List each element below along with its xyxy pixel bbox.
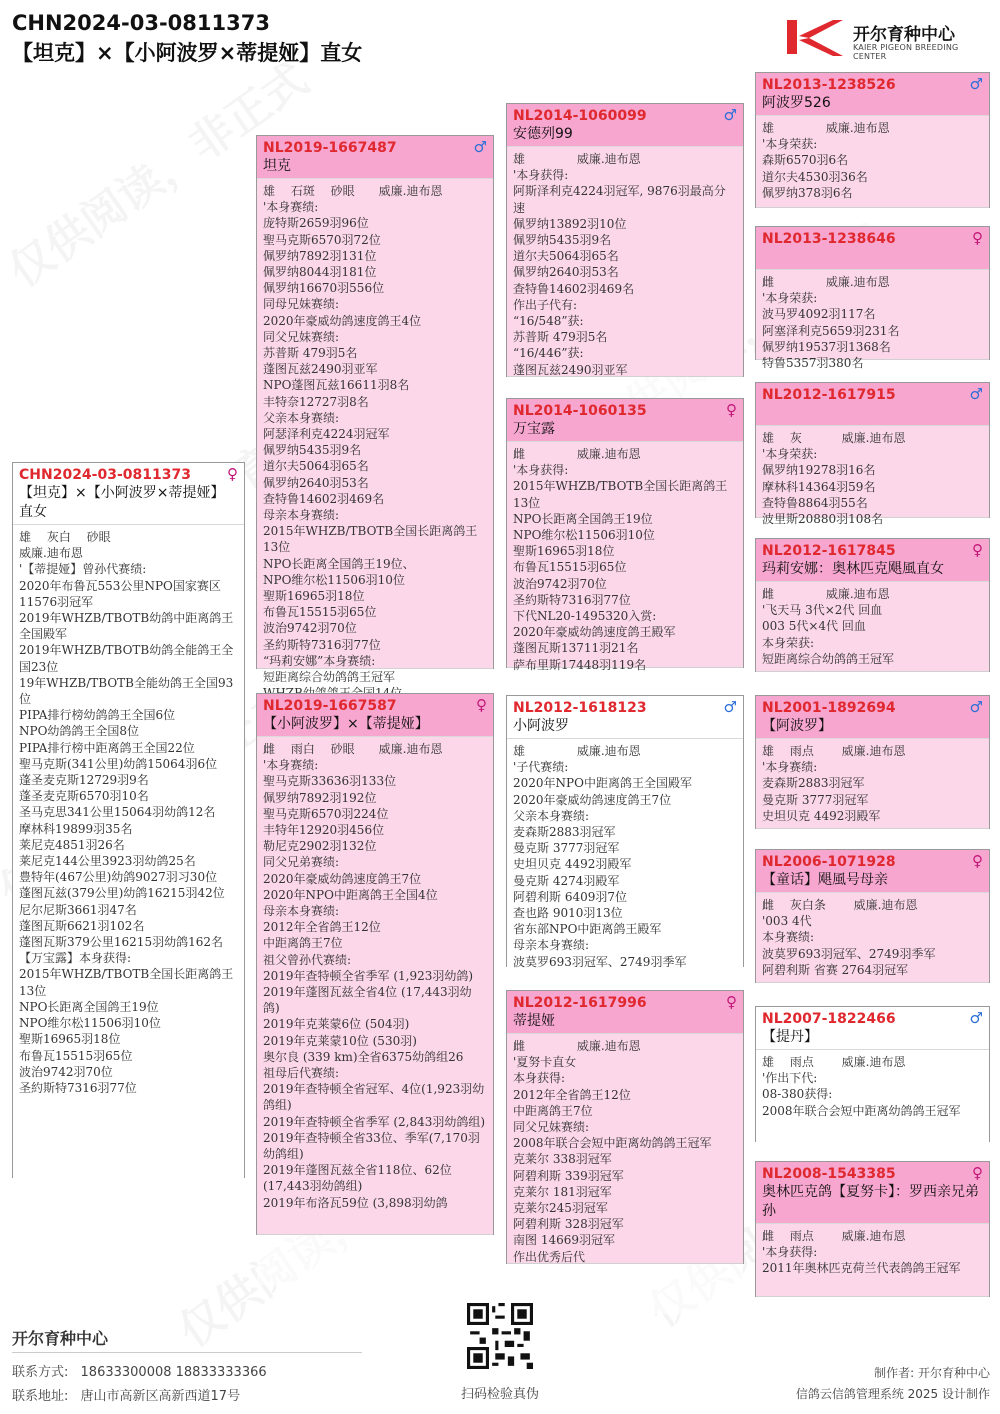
pedigree-line: '本身赛绩: <box>263 200 319 215</box>
card-body <box>507 738 743 1017</box>
pedigree-line: 2020年NPO中距离鸽王全国4位 <box>263 887 438 902</box>
pedigree-line: 勒尼克2902羽132位 <box>263 839 377 854</box>
pedigree-line: 短距离综合幼鸽鸽王冠军 <box>762 651 895 666</box>
ring-number[interactable]: NL2001-1892694 <box>762 700 896 716</box>
pedigree-line: '飞天马 3代×2代 回血 <box>762 603 883 618</box>
pedigree-line: 蓬图瓦斯379公里16215羽幼鸽162名 <box>19 935 223 950</box>
card-header <box>507 399 743 441</box>
pedigree-line: NPO维尔松11506羽10位 <box>513 528 655 543</box>
pedigree-line: 蓬图瓦斯6621羽102名 <box>19 918 145 933</box>
pedigree-line: 道尔夫5064羽65名 <box>263 459 369 474</box>
pedigree-line: 聖马克斯33636羽133位 <box>263 774 397 789</box>
pedigree-line: 母亲本身赛绩: <box>513 938 590 953</box>
female-icon: ♀ <box>726 993 737 1011</box>
pedigree-line: 布鲁瓦15515羽65位 <box>513 560 627 575</box>
pedigree-line: 母亲本身赛绩: <box>263 904 340 919</box>
card-body <box>507 146 743 427</box>
pedigree-card-dam-dam[interactable] <box>506 990 744 1264</box>
bird-name: 小阿波罗 <box>513 718 569 734</box>
pedigree-line: 佩罗纳7892羽131位 <box>263 248 377 263</box>
bird-name: 蒂提娅 <box>513 1013 555 1029</box>
pedigree-line: 短距离综合幼鸽鸽王冠军 <box>263 670 396 685</box>
pedigree-line: 雌 威廉.迪布恩 <box>513 447 641 461</box>
card-header <box>756 539 989 581</box>
pedigree-line: 查特鲁14602羽469名 <box>263 491 385 506</box>
pedigree-line: 莱尼克4851羽26名 <box>19 837 125 852</box>
logo-name: 开尔育种中心 <box>853 25 955 45</box>
pedigree-card-ssd[interactable] <box>755 226 990 371</box>
footer-system: 信鸽云信鸽管理系统 2025 设计制作 <box>795 1387 990 1401</box>
pedigree-line: 同父兄妹赛绩: <box>513 1120 590 1135</box>
pedigree-line: 祖父曾孙代赛绩: <box>263 952 352 967</box>
pedigree-line: 佩罗纳378羽6名 <box>762 185 853 200</box>
pedigree-line: 同父兄弟赛绩: <box>263 855 340 870</box>
male-icon: ♂ <box>723 106 737 124</box>
pedigree-line: NPO幼鸽鸽王全国8位 <box>19 724 140 739</box>
pedigree-line: 中距离鸽王7位 <box>513 1103 593 1118</box>
logo-en: KAIER PIGEON BREEDING CENTER <box>853 43 959 61</box>
pedigree-line: NPO长距离全国鸽王19位 <box>19 999 159 1014</box>
pedigree-line: 圣約斯特7316羽77位 <box>513 592 631 607</box>
card-body <box>13 524 244 1247</box>
bird-name: 【阿波罗】 <box>762 718 832 734</box>
pedigree-line: 2020年豪威幼鸽速度鸽王殿军 <box>513 625 676 640</box>
contact-label: 联系方式: <box>12 1365 69 1380</box>
subject-ring: CHN2024-03-0811373 <box>12 11 270 35</box>
pedigree-line: 波马罗4092羽117名 <box>762 307 876 322</box>
footer-divider <box>12 1352 362 1353</box>
pedigree-line: 雌 威廉.迪布恩 <box>513 1039 641 1053</box>
qr-code-icon[interactable] <box>467 1303 533 1369</box>
pedigree-line: “玛莉安娜”本身赛绩: <box>263 653 376 668</box>
pedigree-line: 2019年查特顿全省季军 (2,843羽幼鸽组) <box>263 1114 486 1129</box>
pedigree-line: 阿瑟泽利克4224羽冠军 <box>263 427 390 442</box>
pedigree-line: 2015年WHZB/TBOTB全国长距离鸽王13位 <box>513 479 728 510</box>
pedigree-line: 佩罗纳2640羽53名 <box>513 265 619 280</box>
female-icon: ♀ <box>227 465 238 483</box>
pedigree-line: 2020年豪威幼鸽速度鸽王4位 <box>263 313 422 328</box>
pedigree-line: 【万宝露】本身获得: <box>19 951 132 966</box>
bird-name: 坦克 <box>263 158 291 174</box>
pedigree-line: 曼克斯 3777羽冠军 <box>513 841 620 856</box>
pedigree-line: 萨布里斯17448羽119名 <box>513 657 647 672</box>
pedigree-line: 2019年布洛瓦59位 (3,898羽幼鸽 <box>263 1195 448 1210</box>
pedigree-line: 威廉.迪布恩 <box>19 546 83 561</box>
pedigree-line: 2019年查特顿全省冠军、4位(1,923羽幼鸽组) <box>263 1082 485 1113</box>
pedigree-line: 本身获得: <box>513 1071 566 1086</box>
card-header <box>756 1007 989 1049</box>
pedigree-line: 2019年WHZB/TBOTB幼鸽全能鸽王全国23位 <box>19 643 234 674</box>
pedigree-line: 2019年克莱蒙10位 (530羽) <box>263 1033 417 1048</box>
pedigree-card-sds[interactable] <box>755 382 990 527</box>
female-icon: ♀ <box>476 696 487 714</box>
pedigree-line: 阿斯泽利克4224羽冠军, 9876羽最高分速 <box>513 184 726 215</box>
pedigree-line: 丰特年12920羽456位 <box>263 823 385 838</box>
card-header <box>257 136 493 178</box>
pedigree-line: 查特鲁14602羽469名 <box>513 281 635 296</box>
pedigree-line: 佩罗纳19537羽1368名 <box>762 339 891 354</box>
pedigree-card-subject[interactable] <box>12 462 245 1178</box>
pedigree-line: '本身获得: <box>513 168 569 183</box>
ring-number[interactable]: NL2007-1822466 <box>762 1011 896 1027</box>
pedigree-card-dds[interactable] <box>755 1006 990 1142</box>
bird-name: 【坦克】×【小阿波罗×蒂提娅】直女 <box>19 485 225 520</box>
pedigree-line: 圣马克思341公里15064羽幼鸽12名 <box>19 805 216 820</box>
pedigree-line: '夏努卡直女 <box>513 1055 577 1070</box>
bird-name: 万宝露 <box>513 421 555 437</box>
pedigree-line: '子代赛绩: <box>513 760 569 775</box>
pedigree-line: '本身荣获: <box>762 137 818 152</box>
pedigree-line: 2020年布鲁瓦553公里NPO国家赛区11576羽冠军 <box>19 578 221 609</box>
ring-number[interactable]: CHN2024-03-0811373 <box>19 467 191 483</box>
pedigree-line: 雄 威廉.迪布恩 <box>513 744 641 758</box>
pedigree-line: 2019年蓬图瓦兹全省4位 (17,443羽幼鸽) <box>263 985 472 1016</box>
pedigree-line: 父亲本身赛绩: <box>263 410 340 425</box>
ring-number[interactable]: NL2008-1543385 <box>762 1166 896 1182</box>
pedigree-line: 史坦贝克 4492羽殿军 <box>513 857 632 872</box>
card-header <box>756 1162 989 1223</box>
pedigree-line: 2011年奥林匹克荷兰代表鸽鸽王冠军 <box>762 1261 961 1276</box>
pedigree-card-sdd[interactable] <box>755 538 990 672</box>
pedigree-line: 阿碧利斯 339羽冠军 <box>513 1168 624 1183</box>
pedigree-line: '作出下代: <box>762 1071 818 1086</box>
pedigree-line: 2008年联合会短中距离幼鸽鸽王冠军 <box>762 1103 961 1118</box>
pedigree-line: '【蒂提娅】曾孙代赛绩: <box>19 562 147 577</box>
pedigree-card-sire-dam[interactable] <box>506 398 744 672</box>
pedigree-line: 佩罗纳7892羽192位 <box>263 790 377 805</box>
logo-mark-icon <box>783 16 845 58</box>
pedigree-line: 波治9742羽70位 <box>513 576 607 591</box>
pedigree-line: NPO维尔松11506羽10位 <box>19 1016 161 1031</box>
pedigree-line: PIPA排行榜中距离鸽王全国22位 <box>19 740 195 755</box>
card-header <box>756 73 989 115</box>
pedigree-line: 圣約斯特7316羽77位 <box>263 637 381 652</box>
pedigree-line: 2008年联合会短中距离幼鸽鸽王冠军 <box>513 1136 712 1151</box>
pedigree-line: 南图 14669羽冠军 <box>513 1233 615 1248</box>
pedigree-line: 下代NL20-1495320入赏: <box>513 609 657 624</box>
pedigree-line: 阿碧利斯 6409羽7位 <box>513 889 627 904</box>
male-icon: ♂ <box>969 1009 983 1027</box>
pedigree-line: 丰特奈12727羽8名 <box>263 394 369 409</box>
card-body <box>257 736 493 1285</box>
pedigree-line: 佩罗纳19278羽16名 <box>762 463 876 478</box>
pedigree-line: 2019年WHZB/TBOTB幼鸽中距离鸽王全国殿军 <box>19 611 234 642</box>
pedigree-line: 省东部NPO中距离鸽王殿军 <box>513 922 662 937</box>
pedigree-line: 查也路 9010羽13位 <box>513 906 623 921</box>
pedigree-line: 雄 威廉.迪布恩 <box>513 152 641 166</box>
pedigree-line: 2012年全省鸽王12位 <box>513 1087 631 1102</box>
pedigree-line: 母亲本身赛绩: <box>263 508 340 523</box>
pedigree-line: 苏普斯 479羽5名 <box>513 330 608 345</box>
pedigree-line: 佩罗纳16670羽556位 <box>263 281 385 296</box>
ring-number[interactable]: NL2012-1617915 <box>762 387 896 403</box>
pedigree-line: 莱尼克144公里3923羽幼鸽25名 <box>19 854 196 869</box>
pedigree-line: “16/548”获: <box>513 314 584 329</box>
bird-name: 阿波罗526 <box>762 95 831 111</box>
footer-maker: 制作者: 开尔育种中心 <box>874 1366 990 1380</box>
pedigree-line: 2019年查特顿全省季军 (1,923羽幼鸽) <box>263 968 474 983</box>
pedigree-line: 同母兄妹赛绩: <box>263 297 340 312</box>
ring-number[interactable]: NL2012-1617845 <box>762 543 896 559</box>
pedigree-line: 曼克斯 4274羽殿军 <box>513 873 620 888</box>
male-icon: ♂ <box>473 138 487 156</box>
pedigree-line: “16/446”获: <box>513 346 584 361</box>
pedigree-card-sire[interactable] <box>256 135 494 685</box>
pedigree-line: NPO长距离全国鸽王19位、 <box>263 556 415 571</box>
pedigree-card-dam[interactable] <box>256 693 494 1235</box>
female-icon: ♀ <box>972 852 983 870</box>
pedigree-line: PIPA排行榜幼鸽鸽王全国6位 <box>19 708 176 723</box>
pedigree-line: 佩罗纳5435羽9名 <box>513 233 612 248</box>
ring-number[interactable]: NL2012-1617996 <box>513 995 647 1011</box>
pedigree-line: 波治9742羽70位 <box>263 621 357 636</box>
subject-title: 【坦克】×【小阿波罗×蒂提娅】直女 <box>12 41 363 65</box>
footer-contact <box>12 1361 267 1380</box>
pedigree-line: 阿碧利斯 省赛 2764羽冠军 <box>762 962 909 977</box>
pedigree-line: 麦森斯2883羽冠军 <box>513 825 616 840</box>
pedigree-line: 波里斯20880羽108名 <box>762 512 884 527</box>
pedigree-line: 圣約斯特7316羽77位 <box>19 1080 137 1095</box>
pedigree-line: 佩罗纳2640羽53名 <box>263 475 369 490</box>
pedigree-card-sss[interactable] <box>755 72 990 208</box>
card-body <box>756 1223 989 1366</box>
pedigree-line: 史坦贝克 4492羽殿军 <box>762 808 881 823</box>
pedigree-line: 雌 威廉.迪布恩 <box>762 587 890 601</box>
pedigree-line: '本身荣获: <box>762 447 818 462</box>
pedigree-line: 聖马克斯6570羽224位 <box>263 806 389 821</box>
contact-phones[interactable]: 18633300008 18833333366 <box>80 1365 267 1380</box>
male-icon: ♂ <box>969 698 983 716</box>
bird-name-empty <box>762 404 983 423</box>
male-icon: ♂ <box>723 698 737 716</box>
pedigree-line: '本身赛绩: <box>263 758 319 773</box>
pedigree-line: 阿碧利斯 328羽冠军 <box>513 1217 624 1232</box>
pedigree-card-dss[interactable] <box>755 695 990 829</box>
pedigree-line: 波莫罗693羽冠军、2749羽季军 <box>762 946 936 961</box>
pedigree-line: 本身赛绩: <box>762 930 815 945</box>
female-icon: ♀ <box>726 401 737 419</box>
pedigree-line: 2020年豪威幼鸽速度鸽王7位 <box>263 871 422 886</box>
pedigree-card-sire-sire[interactable] <box>506 103 744 377</box>
ring-number[interactable]: NL2006-1071928 <box>762 854 896 870</box>
card-header <box>756 850 989 892</box>
pedigree-line: NPO长距离全国鸽王19位 <box>513 511 653 526</box>
address-value: 唐山市高新区高新西道17号 <box>80 1389 241 1404</box>
pedigree-line: '本身获得: <box>513 463 569 478</box>
pedigree-line: 克莱尔 338羽冠军 <box>513 1152 612 1167</box>
pedigree-line: 本身荣获: <box>762 635 815 650</box>
pedigree-line: 2012年全省鸽王12位 <box>263 920 381 935</box>
pedigree-line: 2020年豪威幼鸽速度鸽王7位 <box>513 792 672 807</box>
pedigree-line: 摩林科14364羽59名 <box>762 479 876 494</box>
female-icon: ♀ <box>972 1164 983 1182</box>
pedigree-line: 雌 灰白条 威廉.迪布恩 <box>762 898 918 912</box>
pedigree-line: 作出优秀后代 <box>513 1249 586 1264</box>
page-title <box>12 8 362 68</box>
pedigree-line: '003 4代 <box>762 914 812 929</box>
pedigree-line: 蓬图瓦兹2490羽亚军 <box>263 362 378 377</box>
card-header <box>756 696 989 738</box>
pedigree-line: 聖斯16965羽18位 <box>263 589 365 604</box>
card-body <box>507 1033 743 1314</box>
card-body <box>507 441 743 718</box>
female-icon: ♀ <box>972 541 983 559</box>
pedigree-line: 雄 雨点 威廉.迪布恩 <box>762 1055 906 1069</box>
pedigree-line: 作出子代有: <box>513 297 578 312</box>
pedigree-line: 曼克斯 3777羽冠军 <box>762 792 869 807</box>
card-header <box>756 383 989 425</box>
bird-name: 【童话】飓風号母亲 <box>762 872 888 888</box>
pedigree-line: 森斯6570羽6名 <box>762 153 849 168</box>
pedigree-line: 雌 威廉.迪布恩 <box>762 275 890 289</box>
pedigree-line: 庞特斯2659羽96位 <box>263 216 369 231</box>
pedigree-line: 2019年蓬图瓦兹全省118位、62位(17,443羽幼鸽组) <box>263 1163 452 1194</box>
pedigree-line: 蓬圣麦克斯12729羽9名 <box>19 773 149 788</box>
ring-number[interactable]: NL2012-1618123 <box>513 700 647 716</box>
ring-number[interactable]: NL2019-1667487 <box>263 140 397 156</box>
qr-label: 扫码检验真伪 <box>460 1387 539 1402</box>
address-label: 联系地址: <box>12 1389 69 1404</box>
pedigree-line: 麦森斯2883羽冠军 <box>762 776 865 791</box>
pedigree-line: 布鲁瓦15515羽65位 <box>263 605 377 620</box>
bird-name: 奥林匹克鸽【夏努卡】：罗西亲兄弟孙 <box>762 1184 979 1219</box>
pedigree-line: '本身荣获: <box>762 291 818 306</box>
card-header <box>257 694 493 736</box>
pedigree-line: 2019年查特顿全省33位、季军(7,170羽幼鸽组) <box>263 1130 480 1162</box>
pedigree-line: 聖斯16965羽18位 <box>19 1032 121 1047</box>
card-body <box>257 178 493 719</box>
pedigree-line: 2020年NPO中距离鸽王全国殿军 <box>513 776 692 791</box>
bird-name: 安德列99 <box>513 126 573 142</box>
pedigree-line: 蓬圣麦克斯6570羽10名 <box>19 789 149 804</box>
pedigree-line: 佩罗纳5435羽9名 <box>263 443 362 458</box>
card-header <box>756 227 989 269</box>
male-icon: ♂ <box>969 75 983 93</box>
pedigree-line: 同父兄妹赛绩: <box>263 329 340 344</box>
pedigree-line: 003 5代×4代 回血 <box>762 619 866 634</box>
ring-number[interactable]: NL2014-1060135 <box>513 403 647 419</box>
card-header <box>507 104 743 146</box>
pedigree-line: 雄 灰 威廉.迪布恩 <box>762 431 906 445</box>
ring-number[interactable]: NL2013-1238646 <box>762 231 896 247</box>
pedigree-line: NPO蓬图瓦兹16611羽8名 <box>263 378 410 393</box>
pedigree-line: 蓬图瓦斯13711羽21名 <box>513 641 639 656</box>
pedigree-line: 19年WHZB/TBOTB全能幼鸽王全国93位 <box>19 675 234 707</box>
pedigree-line: 雄 威廉.迪布恩 <box>762 121 890 135</box>
pedigree-line: 雄 雨点 威廉.迪布恩 <box>762 744 906 758</box>
pedigree-line: 中距离鸽王7位 <box>263 936 343 951</box>
card-header <box>13 463 244 524</box>
pedigree-line: 摩林科19899羽35名 <box>19 821 133 836</box>
pedigree-line: 布鲁瓦15515羽65位 <box>19 1048 133 1063</box>
pedigree-line: 特鲁5357羽380名 <box>762 356 864 371</box>
pedigree-line: 波莫罗693羽冠军、2749羽季军 <box>513 954 687 969</box>
pedigree-line: 克莱尔245羽冠军 <box>513 1201 608 1216</box>
pedigree-line: 波治9742羽70位 <box>19 1064 113 1079</box>
bird-name: 玛莉安娜：奥林匹克飓風直女 <box>762 561 944 577</box>
bird-name: 【小阿波罗】×【蒂提娅】 <box>263 716 429 732</box>
card-header <box>507 696 743 738</box>
pedigree-line: 2015年WHZB/TBOTB全国长距离鸽王13位 <box>263 524 478 555</box>
pedigree-line: NPO维尔松11506羽10位 <box>263 572 405 587</box>
pedigree-line: 雌 雨白 砂眼 威廉.迪布恩 <box>263 742 443 756</box>
brand-logo <box>783 16 993 61</box>
ring-number[interactable]: NL2014-1060099 <box>513 108 647 124</box>
pedigree-line: 豊特年(467公里)幼鸽9027羽习30位 <box>19 870 218 885</box>
pedigree-line: 苏普斯 479羽5名 <box>263 346 358 361</box>
pedigree-line: 雄 石斑 砂眼 威廉.迪布恩 <box>263 184 443 198</box>
pedigree-line: 道尔夫4530羽36名 <box>762 169 868 184</box>
pedigree-line: 2015年WHZB/TBOTB全国长距离鸽王13位 <box>19 967 234 998</box>
pedigree-line: 道尔夫5064羽65名 <box>513 249 619 264</box>
pedigree-card-ddd[interactable] <box>755 1161 990 1297</box>
footer-center-name: 开尔育种中心 <box>12 1329 109 1348</box>
footer-address <box>12 1385 240 1404</box>
bird-name-empty <box>762 248 983 267</box>
pedigree-line: 父亲本身赛绩: <box>513 808 590 823</box>
pedigree-line: 雌 雨点 威廉.迪布恩 <box>762 1229 906 1243</box>
pedigree-line: 奥尔良 (339 km)全省6375幼鸽组26 <box>263 1049 464 1064</box>
ring-number[interactable]: NL2019-1667587 <box>263 698 397 714</box>
pedigree-line: 尼尔尼斯3661羽47名 <box>19 902 137 917</box>
pedigree-line: 佩罗纳13892羽10位 <box>513 216 627 231</box>
pedigree-card-dsd[interactable] <box>755 849 990 983</box>
pedigree-line: 聖马克斯(341公里)幼鸽15064羽6位 <box>19 756 218 771</box>
pedigree-line: 聖斯16965羽18位 <box>513 544 615 559</box>
pedigree-line: 查特鲁8864羽55名 <box>762 495 868 510</box>
pedigree-line: 蓬图瓦兹(379公里)幼鸽16215羽42位 <box>19 886 225 901</box>
pedigree-line: 祖母后代赛绩: <box>263 1066 340 1081</box>
pedigree-line: 阿塞泽利克5659羽231名 <box>762 323 900 338</box>
ring-number[interactable]: NL2013-1238526 <box>762 77 896 93</box>
pedigree-line: 克莱尔 181羽冠军 <box>513 1184 612 1199</box>
female-icon: ♀ <box>972 229 983 247</box>
pedigree-card-dam-sire[interactable] <box>506 695 744 967</box>
male-icon: ♂ <box>969 385 983 403</box>
pedigree-line: 蓬图瓦兹2490羽亚军 <box>513 362 628 377</box>
bird-name: 【提丹】 <box>762 1029 818 1045</box>
pedigree-line: 2019年克莱蒙6位 (504羽) <box>263 1017 410 1032</box>
pedigree-line: 雄 灰白 砂眼 <box>19 530 111 544</box>
pedigree-line: 聖马克斯6570羽72位 <box>263 232 381 247</box>
card-header <box>507 991 743 1033</box>
pedigree-line: 08-380获得: <box>762 1087 833 1102</box>
pedigree-line: '本身赛绩: <box>762 760 818 775</box>
pedigree-line: 佩罗纳8044羽181位 <box>263 265 377 280</box>
pedigree-line: '本身获得: <box>762 1245 818 1260</box>
